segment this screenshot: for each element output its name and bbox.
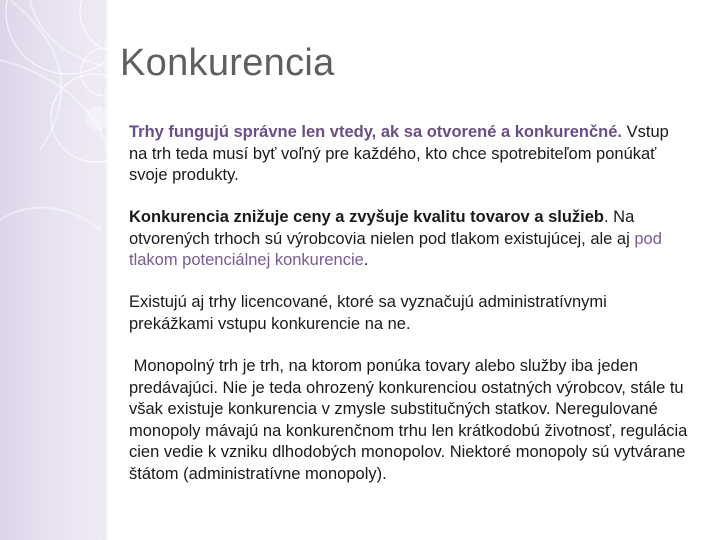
paragraph-open-markets xyxy=(129,122,689,187)
highlight-potential-competition: pod tlakom potenciálnej konkurencie xyxy=(129,229,662,269)
paragraph-rest: Vstup na trh teda musí byť voľný pre každého, kto chce spotrebiteľom ponúkať svoje produkty. xyxy=(129,123,669,184)
paragraph-licensed-markets: Existujú aj trhy licencované, ktoré sa vyznačujú administratívnymi prekážkami vstupu konkurencie na ne. xyxy=(129,293,607,333)
paragraph-competition-prices xyxy=(129,207,689,272)
paragraph-mid: . Na otvorených trhoch sú výrobcovia nielen pod tlakom existujúcej, ale aj xyxy=(129,208,635,248)
decorative-swirl-lines xyxy=(0,0,140,540)
slide-title: Konkurencia xyxy=(120,42,335,84)
paragraph-monopoly: Monopolný trh je trh, na ktorom ponúka tovary alebo služby iba jeden predávajúci. Nie je teda ohrozený konkurenciou ostatných výrobcov, stále tu však existuje konkurencia v zmysle substitučných statkov. Neregulované monopoly mávajú na konkurenčnom trhu len krátkodobú životnosť, regulácia cien vedie k vzniku dlhodobých monopolov. Niektoré monopoly sú vytvárane štátom (administratívne monopoly). xyxy=(129,357,692,483)
paragraph-lead-bold: Konkurencia znižuje ceny a zvyšuje kvalitu tovarov a služieb xyxy=(129,208,605,226)
paragraph-end: . xyxy=(363,251,369,269)
paragraph-lead-purple: Trhy fungujú správne len vtedy, ak sa otvorené a konkurenčné. xyxy=(129,123,623,141)
